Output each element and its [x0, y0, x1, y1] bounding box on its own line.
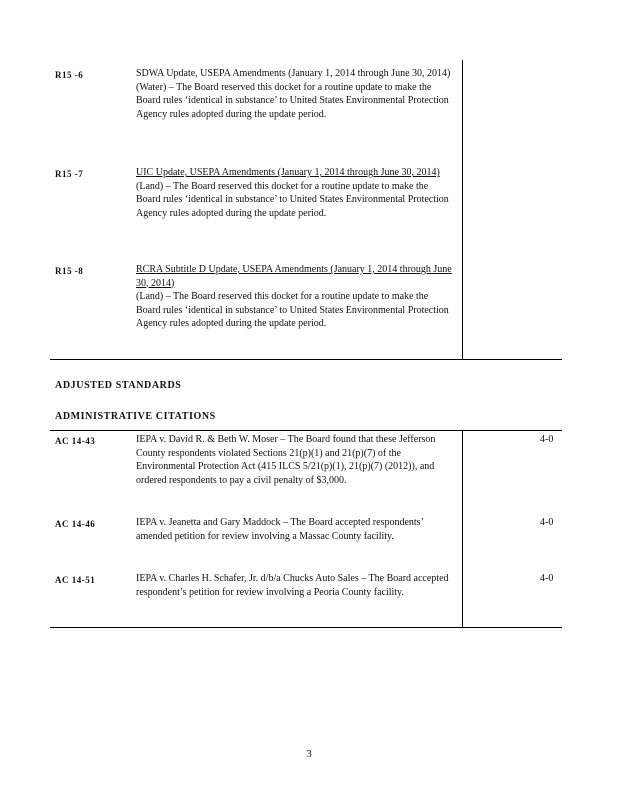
table-divider-top	[462, 60, 463, 360]
table-bottom-rule-top	[50, 359, 562, 360]
docket-number: AC 14-43	[55, 436, 96, 446]
entry-body: (Land) – The Board reserved this docket for a routine update to make the Board rules ‘identical in substance’ to United States Environmental Protection Agency rules adopted during the update period.	[136, 291, 449, 329]
vote-count: 4-0	[540, 573, 554, 584]
vote-count: 4-0	[540, 517, 554, 528]
heading-administrative-citations: ADMINISTRATIVE CITATIONS	[55, 411, 216, 422]
citation-description: IEPA v. Jeanetta and Gary Maddock – The Board accepted respondents’ amended petition for review involving a Massac County facility.	[136, 517, 424, 542]
entry-description	[136, 67, 454, 121]
docket-number: R15 -8	[55, 266, 84, 276]
docket-number: AC 14-46	[55, 519, 96, 529]
table-bottom-rule-citations	[50, 627, 562, 628]
page-number: 3	[306, 748, 312, 760]
heading-adjusted-standards: ADJUSTED STANDARDS	[55, 380, 182, 391]
entry-body: (Land) – The Board reserved this docket for a routine update to make the Board rules ‘identical in substance’ to United States Environmental Protection Agency rules adopted during the update period.	[136, 180, 449, 219]
entry-title: SDWA Update, USEPA Amendments (January 1, 2014 through June 30, 2014)	[136, 68, 451, 79]
docket-number: R15 -6	[55, 70, 84, 80]
vote-count: 4-0	[540, 434, 554, 445]
entry-description	[136, 263, 454, 331]
docket-number: R15 -7	[55, 169, 84, 179]
docket-number: AC 14-51	[55, 575, 96, 585]
table-top-rule-citations	[50, 430, 562, 431]
entry-description	[136, 166, 454, 220]
table-divider-citations	[462, 430, 463, 628]
entry-body: (Water) – The Board reserved this docket for a routine update to make the Board rules ‘identical in substance’ to United States Environmental Protection Agency rules adopted during the update period.	[136, 81, 449, 120]
entry-title: RCRA Subtitle D Update, USEPA Amendments (January 1, 2014 through June 30, 2014)	[136, 264, 452, 289]
citation-description: IEPA v. Charles H. Schafer, Jr. d/b/a Chucks Auto Sales – The Board accepted respondent’s petition for review involving a Peoria County facility.	[136, 573, 449, 598]
citation-description: IEPA v. David R. & Beth W. Moser – The Board found that these Jefferson County respondents violated Sections 21(p)(1) and 21(p)(7) of the Environmental Protection Act (415 ILCS 5/21(p)(1), 21(p)(7) (2012)), and ordered respondents to pay a civil penalty of $3,000.	[136, 434, 436, 486]
entry-title: UIC Update, USEPA Amendments (January 1, 2014 through June 30, 2014)	[136, 167, 440, 178]
